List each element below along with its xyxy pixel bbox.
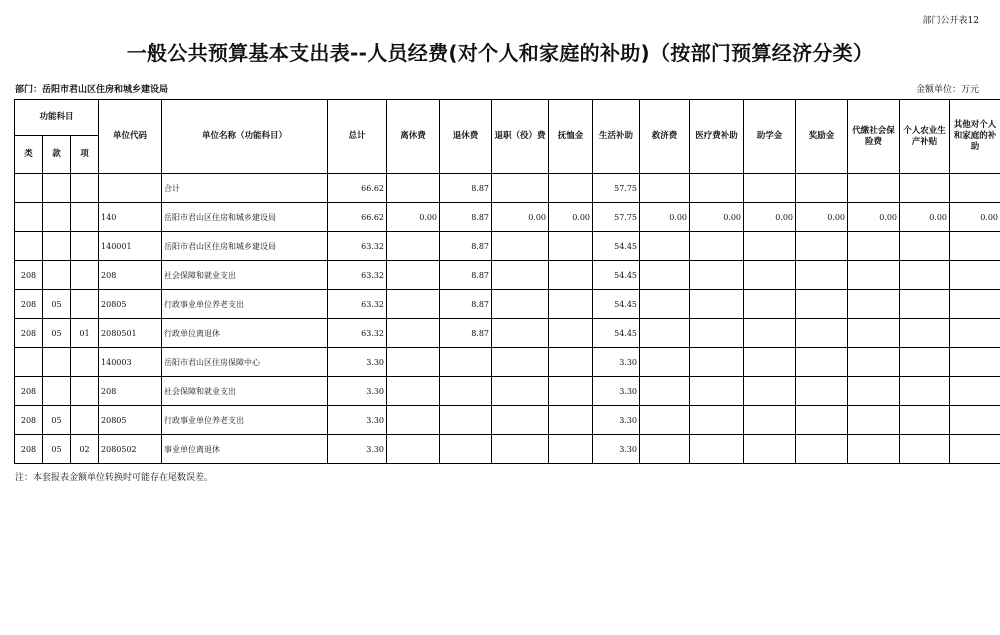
cell-nongye	[900, 174, 950, 203]
cell-unit-name: 岳阳市君山区住房保障中心	[162, 348, 328, 377]
cell-jiangli	[796, 406, 848, 435]
cell-nongye	[900, 406, 950, 435]
table-number-tag: 部门公开表12	[922, 16, 979, 26]
header-total: 总计	[328, 100, 387, 174]
cell-yiliao	[690, 174, 744, 203]
cell-total: 63.32	[328, 290, 387, 319]
cell-qita	[950, 319, 1000, 348]
cell-yiliao	[690, 319, 744, 348]
cell-nongye	[900, 319, 950, 348]
cell-kuan	[43, 203, 71, 232]
cell-qita	[950, 232, 1000, 261]
cell-kuan	[43, 377, 71, 406]
cell-shenghuo: 3.30	[593, 377, 640, 406]
cell-tuixiu: 8.87	[440, 203, 492, 232]
cell-fuxu	[549, 348, 593, 377]
cell-unit-code: 2080501	[99, 319, 162, 348]
cell-jiuji	[640, 174, 690, 203]
cell-unit-name: 社会保障和就业支出	[162, 261, 328, 290]
cell-tuizhi	[492, 348, 549, 377]
cell-yiliao	[690, 232, 744, 261]
cell-xiang	[71, 406, 99, 435]
cell-total: 3.30	[328, 435, 387, 464]
cell-xiang	[71, 261, 99, 290]
cell-lixiu	[387, 406, 440, 435]
cell-daijiao	[848, 435, 900, 464]
cell-jiuji	[640, 232, 690, 261]
cell-unit-code: 2080502	[99, 435, 162, 464]
cell-total: 63.32	[328, 232, 387, 261]
cell-zhuxue	[744, 232, 796, 261]
cell-lei	[15, 203, 43, 232]
cell-unit-code	[99, 174, 162, 203]
cell-kuan	[43, 232, 71, 261]
cell-zhuxue	[744, 406, 796, 435]
cell-qita	[950, 348, 1000, 377]
cell-xiang	[71, 203, 99, 232]
cell-unit-name: 岳阳市君山区住房和城乡建设局	[162, 232, 328, 261]
header-tuizhi: 退职（役）费	[492, 100, 549, 174]
cell-yiliao	[690, 290, 744, 319]
cell-unit-code: 140001	[99, 232, 162, 261]
header-daijiao: 代缴社会保险费	[848, 100, 900, 174]
cell-shenghuo: 54.45	[593, 319, 640, 348]
header-tuixiu: 退休费	[440, 100, 492, 174]
cell-daijiao	[848, 232, 900, 261]
cell-jiuji: 0.00	[640, 203, 690, 232]
cell-unit-name: 事业单位离退休	[162, 435, 328, 464]
cell-nongye: 0.00	[900, 203, 950, 232]
cell-shenghuo: 3.30	[593, 348, 640, 377]
cell-qita	[950, 261, 1000, 290]
header-yiliao: 医疗费补助	[690, 100, 744, 174]
cell-shenghuo: 54.45	[593, 261, 640, 290]
cell-jiuji	[640, 377, 690, 406]
cell-shenghuo: 57.75	[593, 203, 640, 232]
cell-lei: 208	[15, 290, 43, 319]
cell-jiuji	[640, 406, 690, 435]
cell-shenghuo: 54.45	[593, 290, 640, 319]
cell-shenghuo: 57.75	[593, 174, 640, 203]
cell-nongye	[900, 290, 950, 319]
cell-yiliao	[690, 377, 744, 406]
cell-zhuxue	[744, 435, 796, 464]
cell-unit-name: 岳阳市君山区住房和城乡建设局	[162, 203, 328, 232]
cell-tuixiu: 8.87	[440, 319, 492, 348]
cell-zhuxue	[744, 319, 796, 348]
cell-kuan	[43, 261, 71, 290]
cell-nongye	[900, 261, 950, 290]
cell-jiangli	[796, 348, 848, 377]
cell-lei: 208	[15, 261, 43, 290]
header-qita: 其他对个人和家庭的补助	[950, 100, 1000, 174]
header-zhuxue: 助学金	[744, 100, 796, 174]
footnote: 注：本套报表金额单位转换时可能存在尾数误差。	[15, 473, 214, 483]
cell-qita	[950, 174, 1000, 203]
cell-unit-code: 208	[99, 377, 162, 406]
cell-fuxu	[549, 261, 593, 290]
cell-yiliao	[690, 261, 744, 290]
header-unit-code: 单位代码	[99, 100, 162, 174]
cell-jiangli	[796, 232, 848, 261]
cell-tuizhi	[492, 435, 549, 464]
page-title: 一般公共预算基本支出表--人员经费(对个人和家庭的补助)（按部门预算经济分类）	[126, 41, 874, 65]
cell-zhuxue	[744, 174, 796, 203]
cell-daijiao	[848, 290, 900, 319]
header-xiang: 项	[71, 136, 99, 174]
cell-tuixiu: 8.87	[440, 174, 492, 203]
cell-jiuji	[640, 435, 690, 464]
cell-qita	[950, 406, 1000, 435]
cell-tuizhi	[492, 406, 549, 435]
cell-unit-code: 20805	[99, 406, 162, 435]
header-kuan: 款	[43, 136, 71, 174]
cell-daijiao	[848, 377, 900, 406]
cell-tuizhi	[492, 377, 549, 406]
cell-jiuji	[640, 319, 690, 348]
cell-jiangli: 0.00	[796, 203, 848, 232]
cell-lixiu	[387, 377, 440, 406]
header-nongye: 个人农业生产补贴	[900, 100, 950, 174]
cell-jiangli	[796, 174, 848, 203]
cell-zhuxue	[744, 261, 796, 290]
cell-jiuji	[640, 348, 690, 377]
cell-xiang	[71, 377, 99, 406]
cell-xiang	[71, 232, 99, 261]
cell-daijiao: 0.00	[848, 203, 900, 232]
cell-lei: 208	[15, 319, 43, 348]
cell-lixiu	[387, 435, 440, 464]
cell-jiangli	[796, 290, 848, 319]
cell-xiang	[71, 174, 99, 203]
header-jiangli: 奖励金	[796, 100, 848, 174]
cell-fuxu	[549, 174, 593, 203]
cell-jiangli	[796, 261, 848, 290]
amount-unit-label: 金额单位：万元	[915, 85, 979, 95]
cell-nongye	[900, 232, 950, 261]
cell-lei	[15, 232, 43, 261]
cell-qita	[950, 435, 1000, 464]
table-row	[15, 203, 1000, 232]
cell-daijiao	[848, 319, 900, 348]
cell-yiliao	[690, 348, 744, 377]
cell-unit-code: 140003	[99, 348, 162, 377]
cell-daijiao	[848, 174, 900, 203]
cell-daijiao	[848, 348, 900, 377]
cell-lei: 208	[15, 435, 43, 464]
cell-fuxu	[549, 290, 593, 319]
cell-unit-name: 合计	[162, 174, 328, 203]
cell-fuxu	[549, 319, 593, 348]
cell-nongye	[900, 377, 950, 406]
table-row	[15, 406, 1000, 435]
cell-lixiu	[387, 319, 440, 348]
cell-kuan	[43, 348, 71, 377]
cell-lei: 208	[15, 406, 43, 435]
header-lei: 类	[15, 136, 43, 174]
cell-xiang: 02	[71, 435, 99, 464]
cell-tuizhi	[492, 290, 549, 319]
cell-lixiu	[387, 232, 440, 261]
table-row	[15, 174, 1000, 203]
cell-xiang: 01	[71, 319, 99, 348]
cell-xiang	[71, 290, 99, 319]
cell-nongye	[900, 435, 950, 464]
cell-shenghuo: 54.45	[593, 232, 640, 261]
cell-lixiu	[387, 174, 440, 203]
cell-yiliao	[690, 435, 744, 464]
cell-zhuxue	[744, 348, 796, 377]
cell-zhuxue	[744, 377, 796, 406]
cell-unit-name: 行政单位离退休	[162, 319, 328, 348]
cell-fuxu	[549, 406, 593, 435]
cell-tuizhi	[492, 261, 549, 290]
table-row	[15, 435, 1000, 464]
cell-tuizhi: 0.00	[492, 203, 549, 232]
cell-tuizhi	[492, 174, 549, 203]
table-row	[15, 377, 1000, 406]
cell-lei	[15, 174, 43, 203]
budget-table	[14, 99, 1000, 464]
cell-lixiu	[387, 290, 440, 319]
cell-yiliao: 0.00	[690, 203, 744, 232]
cell-lixiu: 0.00	[387, 203, 440, 232]
cell-kuan: 05	[43, 290, 71, 319]
table-row	[15, 290, 1000, 319]
header-fuxu: 抚恤金	[549, 100, 593, 174]
cell-zhuxue: 0.00	[744, 203, 796, 232]
cell-tuixiu	[440, 406, 492, 435]
cell-kuan	[43, 174, 71, 203]
cell-yiliao	[690, 406, 744, 435]
cell-unit-name: 社会保障和就业支出	[162, 377, 328, 406]
header-lixiu: 离休费	[387, 100, 440, 174]
cell-qita: 0.00	[950, 203, 1000, 232]
cell-fuxu	[549, 377, 593, 406]
cell-tuizhi	[492, 232, 549, 261]
header-jiuji: 救济费	[640, 100, 690, 174]
table-row	[15, 348, 1000, 377]
cell-unit-name: 行政事业单位养老支出	[162, 290, 328, 319]
cell-total: 63.32	[328, 319, 387, 348]
header-shenghuo: 生活补助	[593, 100, 640, 174]
cell-qita	[950, 290, 1000, 319]
cell-tuizhi	[492, 319, 549, 348]
cell-tuixiu	[440, 435, 492, 464]
cell-unit-code: 140	[99, 203, 162, 232]
cell-tuixiu	[440, 348, 492, 377]
cell-lei: 208	[15, 377, 43, 406]
header-function-subject: 功能科目	[15, 100, 99, 136]
cell-fuxu	[549, 232, 593, 261]
cell-total: 3.30	[328, 348, 387, 377]
table-row	[15, 261, 1000, 290]
cell-unit-code: 20805	[99, 290, 162, 319]
cell-lixiu	[387, 261, 440, 290]
cell-shenghuo: 3.30	[593, 435, 640, 464]
cell-fuxu: 0.00	[549, 203, 593, 232]
department-label: 部门：岳阳市君山区住房和城乡建设局	[15, 85, 169, 95]
cell-total: 66.62	[328, 174, 387, 203]
cell-qita	[950, 377, 1000, 406]
cell-shenghuo: 3.30	[593, 406, 640, 435]
cell-fuxu	[549, 435, 593, 464]
cell-total: 3.30	[328, 377, 387, 406]
cell-kuan: 05	[43, 319, 71, 348]
cell-unit-code: 208	[99, 261, 162, 290]
cell-kuan: 05	[43, 406, 71, 435]
cell-total: 3.30	[328, 406, 387, 435]
cell-daijiao	[848, 406, 900, 435]
cell-jiuji	[640, 261, 690, 290]
cell-tuixiu: 8.87	[440, 232, 492, 261]
cell-jiangli	[796, 319, 848, 348]
cell-jiangli	[796, 377, 848, 406]
cell-jiangli	[796, 435, 848, 464]
header-unit-name: 单位名称（功能科目）	[162, 100, 328, 174]
table-body	[15, 174, 1000, 464]
table-row	[15, 232, 1000, 261]
cell-total: 63.32	[328, 261, 387, 290]
cell-nongye	[900, 348, 950, 377]
cell-tuixiu: 8.87	[440, 261, 492, 290]
cell-lei	[15, 348, 43, 377]
cell-kuan: 05	[43, 435, 71, 464]
cell-lixiu	[387, 348, 440, 377]
cell-tuixiu	[440, 377, 492, 406]
cell-xiang	[71, 348, 99, 377]
table-row	[15, 319, 1000, 348]
cell-tuixiu: 8.87	[440, 290, 492, 319]
cell-jiuji	[640, 290, 690, 319]
cell-zhuxue	[744, 290, 796, 319]
cell-total: 66.62	[328, 203, 387, 232]
cell-unit-name: 行政事业单位养老支出	[162, 406, 328, 435]
cell-daijiao	[848, 261, 900, 290]
